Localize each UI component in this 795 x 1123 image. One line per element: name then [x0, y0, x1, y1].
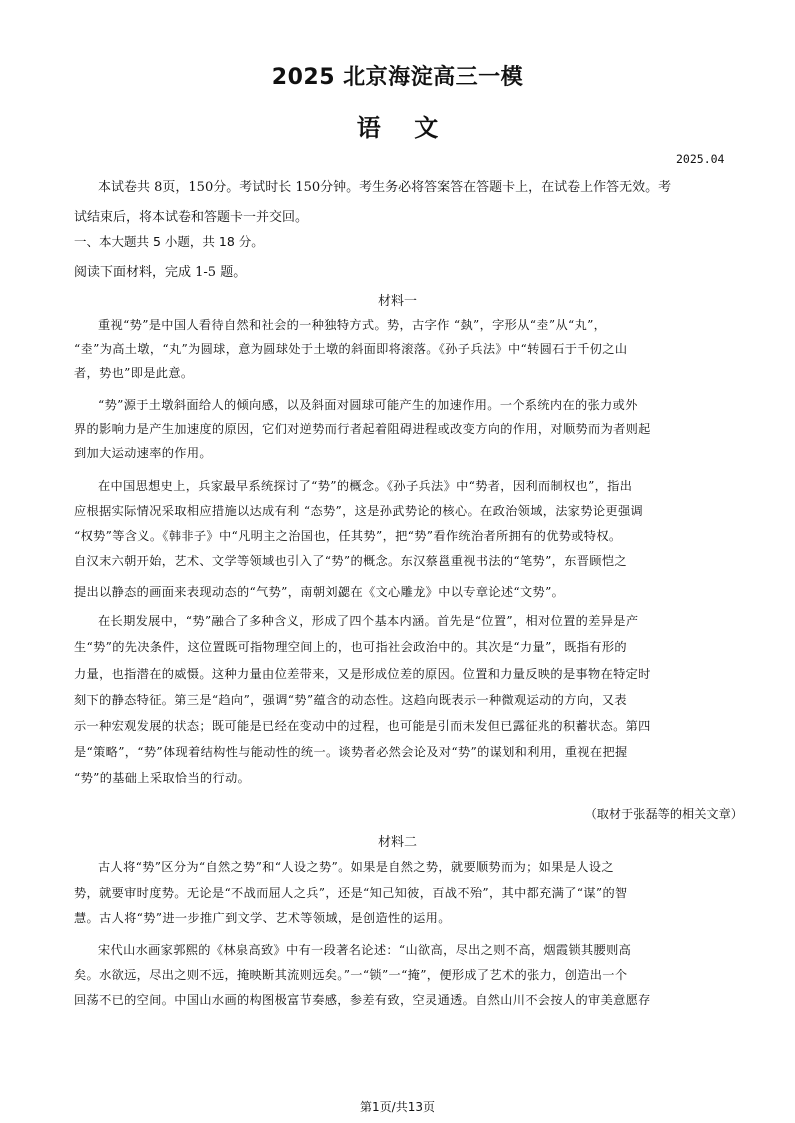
material-1-heading: 材料一: [377, 294, 417, 309]
paragraph-line: 刻下的静态特征。第三是“趋向”，强调“势”蕴含的动态性。这趋向既表示一种微观运动的方向，又表: [74, 693, 627, 707]
paragraph-line: 重视“势”是中国人看待自然和社会的一种独特方式。势，古字作 “埶”，字形从“坴”从“丸”，: [98, 318, 607, 332]
paragraph-line: 界的影响力是产生加速度的原因，它们对逆势而行者起着阻碍进程或改变方向的作用，对顺势而为者则起: [74, 422, 651, 436]
material-2-heading: 材料二: [377, 835, 417, 850]
paragraph-line: 示一种宏观发展的状态；既可能是已经在变动中的过程，也可能是引而未发但已露征兆的积蓄状态。第四: [74, 719, 651, 733]
paragraph-line: 提出以静态的画面来表现动态的“气势”，南朝刘勰在《文心雕龙》中以专章论述“文势”。: [74, 585, 565, 599]
paragraph-line: “坴”为高土墩，“丸”为圆球，意为圆球处于土墩的斜面即将滚落。《孙子兵法》中“转圆石于千仞之山: [74, 342, 628, 356]
paragraph-line: 慧。古人将“势”进一步推广到文学、艺术等领域，是创造性的运用。: [74, 911, 451, 925]
exam-date: 2025.04: [676, 152, 725, 166]
paragraph-line: 生“势”的先决条件，这位置既可指物理空间上的，也可指社会政治中的。其次是“力量”，既指有形的: [74, 640, 627, 654]
instruction-line-2: 试结束后，将本试卷和答题卡一并交回。: [74, 210, 309, 225]
paragraph-line: “势”源于土墩斜面给人的倾向感，以及斜面对圆球可能产生的加速作用。一个系统内在的张力或外: [98, 398, 638, 412]
reading-instruction: 阅读下面材料，完成 1-5 题。: [74, 265, 247, 280]
paragraph-line: 者，势也”即是此意。: [74, 366, 194, 380]
paragraph-line: 回荡不已的空间。中国山水画的构图极富节奏感，参差有致，空灵通透。自然山川不会按人的审美意愿存: [74, 993, 651, 1007]
paragraph-line: 是“策略”，“势”体现着结构性与能动性的统一。谈势者必然会论及对“势”的谋划和利用，重视在把握: [74, 745, 628, 759]
paragraph-line: “势”的基础上采取恰当的行动。: [74, 771, 251, 785]
paragraph-line: 古人将“势”区分为“自然之势”和“人设之势”。如果是自然之势，就要顺势而为；如果是人设之: [98, 860, 614, 874]
page-number: 第1页/共13页: [360, 1100, 435, 1114]
paragraph-line: 在长期发展中，“势”融合了多种含义，形成了四个基本内涵。首先是“位置”，相对位置的差异是产: [98, 614, 639, 628]
paragraph-line: 在中国思想史上，兵家最早系统探讨了“势”的概念。《孙子兵法》中“势者，因利而制权也”，指出: [98, 479, 633, 493]
paragraph-line: 宋代山水画家郭熙的《林泉高致》中有一段著名论述：“山欲高，尽出之则不高，烟霞锁其腰则高: [98, 943, 632, 957]
paragraph-line: 应根据实际情况采取相应措施以达成有利 “态势”，这是孙武势论的核心。在政治领域，法家势论更强调: [74, 504, 644, 518]
exam-title: 2025 北京海淀高三一模: [271, 65, 524, 90]
paragraph-line: “权势”等含义。《韩非子》中“凡明主之治国也，任其势”，把“势”看作统治者所拥有的优势或特权。: [74, 529, 622, 543]
subject-title: 语 文: [356, 114, 439, 142]
paragraph-line: 自汉末六朝开始，艺术、文学等领域也引入了“势”的概念。东汉蔡邕重视书法的“笔势”，东晋顾恺之: [74, 554, 627, 568]
paragraph-line: 矣。水欲远，尽出之则不远，掩映断其流则远矣。”一“锁”一“掩”，便形成了艺术的张力，创造出一个: [74, 968, 628, 982]
section-heading: 一、本大题共 5 小题，共 18 分。: [74, 234, 264, 249]
instruction-line-1: 本试卷共 8页，150分。考试时长 150分钟。考生务必将答案答在答题卡上，在试卷上作答无效。考: [98, 180, 672, 195]
material-1-source: （取材于张磊等的相关文章）: [584, 807, 743, 821]
paragraph-line: 到加大运动速率的作用。: [74, 446, 212, 460]
paragraph-line: 力量，也指潜在的威慑。这种力量由位差带来，又是形成位差的原因。位置和力量反映的是事物在特定时: [74, 667, 651, 681]
paragraph-line: 势，就要审时度势。无论是“不战而屈人之兵”，还是“知己知彼，百战不殆”，其中都充满了“谋”的智: [74, 886, 628, 900]
